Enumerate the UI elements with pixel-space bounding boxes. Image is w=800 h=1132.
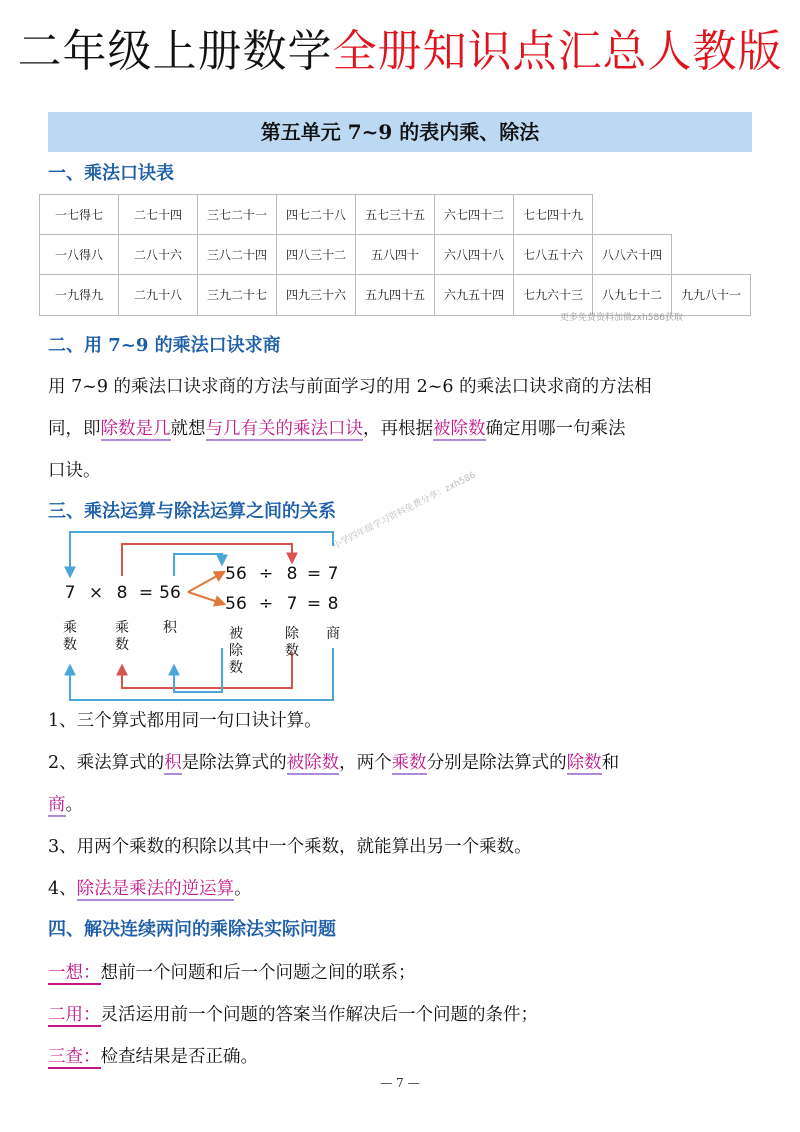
table-cell: 八九七十二 [592, 274, 672, 316]
blue-arrow-inner-top [174, 554, 222, 576]
highlight-divisor: 除数是几 [100, 419, 171, 439]
highlight-dividend: 被除数 [433, 419, 486, 439]
eq-factor1: 7 [64, 583, 76, 603]
table-cell: 七七四十九 [513, 194, 593, 235]
table-cell: 九九八十一 [671, 274, 751, 316]
table-cell: 五九四十五 [355, 274, 435, 316]
section4-heading: 四、解决连续两问的乘除法实际问题 [48, 919, 336, 940]
red-arrow-bottom [122, 652, 292, 688]
table-cell: 七九六十三 [513, 274, 593, 316]
section4-item1: 一想：想前一个问题和后一个问题之间的联系； [48, 963, 416, 983]
label-divisor: 除数 [285, 626, 299, 659]
item2-label: 二用： [48, 1005, 101, 1025]
table-cell: 四七二十八 [276, 194, 356, 235]
highlight-divisor: 除数 [566, 753, 602, 773]
item1-label: 一想： [48, 963, 101, 983]
table-cell: 一八得八 [39, 234, 119, 275]
orange-arrow-down [188, 592, 224, 604]
eq-product: 56 [159, 583, 181, 603]
item3-label: 三查： [48, 1047, 101, 1067]
table-cell: 三七二十一 [197, 194, 277, 235]
div2-divisor: 7 [286, 594, 298, 614]
section3-point4: 4、除法是乘法的逆运算。 [48, 879, 252, 899]
label-quotient: 商 [326, 626, 340, 642]
div1-dividend: 56 [225, 564, 247, 584]
div2-op: ÷ [258, 594, 274, 614]
eq-equals: = [138, 583, 154, 603]
div1-quotient: 7 [327, 564, 339, 584]
table-cell: 五八四十 [355, 234, 435, 275]
highlight-inverse-operation: 除法是乘法的逆运算 [76, 879, 235, 899]
title-part-black: 二年级上册数学 [17, 26, 333, 77]
section2-line3: 口诀。 [48, 461, 101, 481]
div2-quotient: 8 [327, 594, 339, 614]
table-cell: 八八六十四 [592, 234, 672, 275]
label-factor2: 乘数 [115, 620, 129, 653]
table-cell: 五七三十五 [355, 194, 435, 235]
label-product: 积 [163, 620, 177, 636]
table-cell: 四八三十二 [276, 234, 356, 275]
orange-arrow-up [188, 572, 224, 592]
highlight-dividend: 被除数 [286, 753, 340, 773]
section1-heading: 一、乘法口诀表 [48, 163, 174, 184]
section4-item3: 三查：检查结果是否正确。 [48, 1047, 258, 1067]
highlight-quotient: 商 [48, 795, 66, 815]
section2-line2: 同，即除数是几就想与几有关的乘法口诀，再根据被除数确定用哪一句乘法 [48, 419, 626, 439]
table-cell: 六七四十二 [434, 194, 514, 235]
page-number: — 7 — [380, 1076, 420, 1090]
table-cell: 四九三十六 [276, 274, 356, 316]
table-cell: 一九得九 [39, 274, 119, 316]
label-factor1: 乘数 [63, 620, 77, 653]
watermark-text: 更多免费资料加微zxh586获取 [560, 313, 683, 323]
table-cell: 二九十八 [118, 274, 198, 316]
table-cell: 二七十四 [118, 194, 198, 235]
section3-point3: 3、用两个乘数的积除以其中一个乘数，就能算出另一个乘数。 [48, 837, 532, 857]
section3-point2: 2、乘法算式的积是除法算式的被除数，两个乘数分别是除法算式的除数和 [48, 753, 620, 773]
div1-equals: = [306, 564, 322, 584]
multiplication-table [40, 195, 751, 316]
table-cell: 六八四十八 [434, 234, 514, 275]
table-row [40, 195, 751, 235]
highlight-related-rhyme: 与几有关的乘法口诀 [205, 419, 363, 439]
watermark-text-diagonal: 小学四年级学习资料免费分享：zxh586 [331, 470, 478, 552]
section3-heading: 三、乘法运算与除法运算之间的关系 [48, 501, 336, 522]
highlight-factors: 乘数 [391, 753, 427, 773]
section2-line1: 用 7~9 的乘法口诀求商的方法与前面学习的用 2~6 的乘法口诀求商的方法相 [48, 377, 652, 397]
blue-arrow-inner-bottom [174, 648, 222, 692]
div2-dividend: 56 [225, 594, 247, 614]
operation-relation-diagram [36, 524, 356, 706]
page-title [0, 22, 800, 82]
table-cell: 二八十六 [118, 234, 198, 275]
section2-heading: 二、用 7~9 的乘法口诀求商 [48, 335, 281, 356]
div1-op: ÷ [258, 564, 274, 584]
div2-equals: = [306, 594, 322, 614]
table-cell: 三八二十四 [197, 234, 277, 275]
table-row [40, 235, 751, 275]
section3-point1: 1、三个算式都用同一句口诀计算。 [48, 711, 322, 731]
section4-item2: 二用：灵活运用前一个问题的答案当作解决后一个问题的条件； [48, 1005, 538, 1025]
table-cell: 三九二十七 [197, 274, 277, 316]
table-cell: 一七得七 [39, 194, 119, 235]
eq-factor2: 8 [116, 583, 128, 603]
title-part-red: 全册知识点汇总人教版 [332, 26, 783, 77]
table-cell: 七八五十六 [513, 234, 593, 275]
unit-title-bar: 第五单元 7~9 的表内乘、除法 [48, 112, 752, 152]
div1-divisor: 8 [286, 564, 298, 584]
highlight-product: 积 [164, 753, 182, 773]
label-dividend: 被除数 [229, 626, 243, 676]
section3-point2-cont: 商。 [48, 795, 83, 815]
eq-times: × [88, 583, 104, 603]
table-cell: 六九五十四 [434, 274, 514, 316]
